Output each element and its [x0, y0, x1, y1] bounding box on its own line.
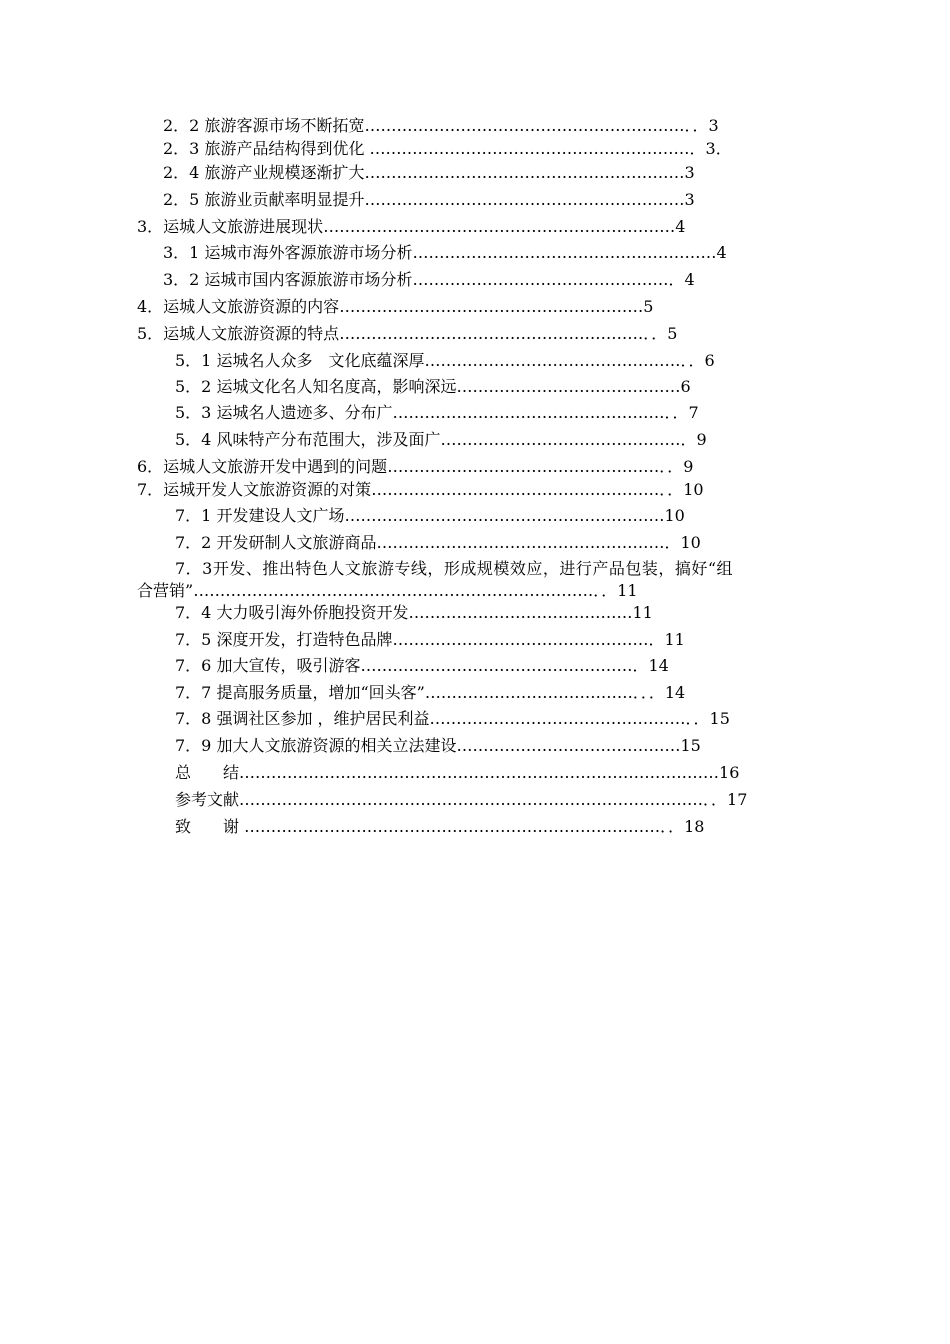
toc-page-number: ．．3: [684, 116, 719, 135]
toc-entry-title: 合营销”: [137, 581, 194, 600]
toc-entry-title: 7．6 加大宣传，吸引游客: [175, 656, 361, 675]
toc-entry-3-1[interactable]: [163, 242, 813, 264]
toc-entry-references[interactable]: [175, 789, 815, 811]
toc-entry-5[interactable]: [137, 323, 732, 345]
toc-leader-dots: …………………………………………: [424, 351, 681, 370]
toc-entry-3-2[interactable]: [163, 269, 725, 291]
toc-page-number: ．．15: [685, 709, 730, 728]
toc-leader-dots: ……………………………………………: [387, 457, 660, 476]
toc-entry-title: 7．运城开发人文旅游资源的对策: [137, 480, 372, 499]
toc-leader-dots: ………………………………………………: [371, 480, 660, 499]
toc-leader-dots: ……………………………………: [456, 377, 681, 396]
toc-leader-dots: ……………………………………………………: [364, 163, 685, 182]
toc-entry-title: 2．2 旅游客源市场不断拓宽: [163, 116, 365, 135]
toc-leader-dots: ……………………………………………………………………………: [239, 790, 704, 809]
toc-entry-title: 7．3开发、推出特色人文旅游专线，形成规模效应，进行产品包装，搞好“组: [175, 559, 734, 578]
toc-entry-title: 2．5 旅游业贡献率明显提升: [163, 190, 365, 209]
toc-entry-7-8[interactable]: [175, 708, 785, 730]
toc-entry-title: 7．4 大力吸引海外侨胞投资开发: [175, 603, 409, 622]
toc-leader-dots: …………………………………………………: [412, 243, 717, 262]
toc-leader-dots: …………………………………………: [412, 270, 669, 289]
toc-entry-title: 总 结: [175, 763, 240, 782]
toc-leader-dots: …………………………………: [424, 683, 633, 702]
toc-entry-5-1[interactable]: [175, 350, 745, 372]
toc-entry-7-5[interactable]: [175, 629, 730, 651]
toc-leader-dots: …………………………………………………: [339, 297, 644, 316]
toc-page-number: ．．7: [664, 403, 699, 422]
toc-page-number: ．4: [668, 270, 695, 289]
toc-leader-dots: ………………………………………: [440, 430, 681, 449]
toc-entry-title: 7．5 深度开发，打造特色品牌: [175, 630, 393, 649]
toc-leader-dots: …………………………………………………: [339, 324, 644, 343]
toc-entry-3[interactable]: [137, 216, 813, 238]
toc-entry-5-2[interactable]: [175, 376, 730, 398]
toc-entry-title: 5．4 风味特产分布范围大，涉及面广: [175, 430, 441, 449]
toc-page-number: 15: [680, 736, 701, 755]
toc-entry-title: 参考文献: [175, 790, 240, 809]
toc-leader-dots: ……………………………………………: [360, 656, 633, 675]
toc-entry-7[interactable]: [137, 479, 727, 501]
toc-page-number: ．．6: [680, 351, 715, 370]
toc-entry-7-3-line2[interactable]: [137, 580, 657, 602]
toc-page-number: 4: [716, 243, 727, 262]
toc-page-number: ．．5: [643, 324, 678, 343]
toc-entry-7-2[interactable]: [175, 532, 775, 554]
toc-leader-dots: ……………………………………: [408, 603, 633, 622]
toc-entry-title: 7．9 加大人文旅游资源的相关立法建设: [175, 736, 457, 755]
toc-page-number: 5: [643, 297, 654, 316]
toc-entry-7-1[interactable]: [175, 505, 745, 527]
toc-leader-dots: ……………………………………………………: [364, 116, 685, 135]
toc-leader-dots: ……………………………………: [456, 736, 681, 755]
toc-leader-dots: ……………………………………………………………………: [244, 817, 661, 836]
toc-entry-5-4[interactable]: [175, 429, 735, 451]
toc-entry-title: 2．4 旅游产业规模逐渐扩大: [163, 163, 365, 182]
toc-entry-title: 5．3 运城名人遗迹多、分布广: [175, 403, 393, 422]
toc-leader-dots: …………………………………………: [392, 630, 649, 649]
toc-leader-dots: …………………………………………………………: [323, 217, 676, 236]
toc-entry-6[interactable]: [137, 456, 717, 478]
toc-page-number: 6: [680, 377, 691, 396]
toc-entry-title: 5．运城人文旅游资源的特点: [137, 324, 340, 343]
toc-page-number: ．．9: [659, 457, 694, 476]
toc-entry-2-5[interactable]: [163, 189, 813, 211]
toc-page-number: ．9: [680, 430, 707, 449]
toc-leader-dots: ………………………………………………: [376, 533, 665, 552]
toc-page-number: ．10: [664, 533, 701, 552]
toc-entry-title: 5．1 运城名人众多 文化底蕴深厚: [175, 351, 425, 370]
toc-page-number: ．．．14: [632, 683, 686, 702]
toc-page-number: 3: [684, 190, 695, 209]
toc-entry-7-6[interactable]: [175, 655, 730, 677]
toc-page-number: 3: [684, 163, 695, 182]
toc-entry-2-3[interactable]: [163, 138, 818, 160]
toc-page-number: 4: [675, 217, 686, 236]
toc-page-number: ．．17: [703, 790, 748, 809]
toc-entry-title: 致 谢: [175, 817, 245, 836]
toc-page-number: ．．10: [659, 480, 704, 499]
toc-entry-title: 3．运城人文旅游进展现状: [137, 217, 324, 236]
toc-page-number: 11: [632, 603, 653, 622]
toc-entry-title: 5．2 运城文化名人知名度高，影响深远: [175, 377, 457, 396]
toc-entry-7-4[interactable]: [175, 602, 720, 624]
toc-entry-5-3[interactable]: [175, 402, 725, 424]
toc-entry-2-2[interactable]: [163, 115, 813, 137]
toc-entry-title: 7．8 强调社区参加 ，维护居民利益: [175, 709, 430, 728]
toc-leader-dots: ……………………………………………………: [369, 139, 690, 158]
toc-entry-title: 3．1 运城市海外客源旅游市场分析: [163, 243, 413, 262]
toc-entry-7-9[interactable]: [175, 735, 780, 757]
toc-leader-dots: ……………………………………………: [392, 403, 665, 422]
toc-entry-title: 4．运城人文旅游资源的内容: [137, 297, 340, 316]
toc-entry-7-3-line1[interactable]: [175, 558, 840, 580]
toc-entry-acknowledgements[interactable]: [175, 816, 765, 838]
toc-entry-title: 7．1 开发建设人文广场: [175, 506, 345, 525]
toc-page-number: 10: [664, 506, 685, 525]
toc-page-number: ．3．: [689, 139, 732, 158]
toc-leader-dots: …………………………………………………………………: [193, 581, 594, 600]
toc-entry-2-4[interactable]: [163, 162, 813, 184]
toc-page-number: ．14: [632, 656, 669, 675]
toc-leader-dots: ……………………………………………………: [364, 190, 685, 209]
toc-entry-title: 2．3 旅游产品结构得到优化: [163, 139, 370, 158]
toc-entry-title: 7．2 开发研制人文旅游商品: [175, 533, 377, 552]
toc-entry-4[interactable]: [137, 296, 712, 318]
toc-page-number: 16: [719, 763, 740, 782]
toc-leader-dots: ………………………………………………………………………………: [239, 763, 720, 782]
toc-page-number: ．．18: [660, 817, 705, 836]
toc-entry-summary[interactable]: [175, 762, 815, 784]
toc-page-number: ．．11: [593, 581, 638, 600]
toc-entry-7-7[interactable]: [175, 682, 750, 704]
toc-entry-title: 3．2 运城市国内客源旅游市场分析: [163, 270, 413, 289]
toc-entry-title: 6．运城人文旅游开发中遇到的问题: [137, 457, 388, 476]
toc-entry-title: 7．7 提高服务质量，增加“回头客”: [175, 683, 425, 702]
toc-page-number: ．11: [648, 630, 685, 649]
toc-leader-dots: …………………………………………: [429, 709, 686, 728]
toc-leader-dots: ……………………………………………………: [344, 506, 665, 525]
